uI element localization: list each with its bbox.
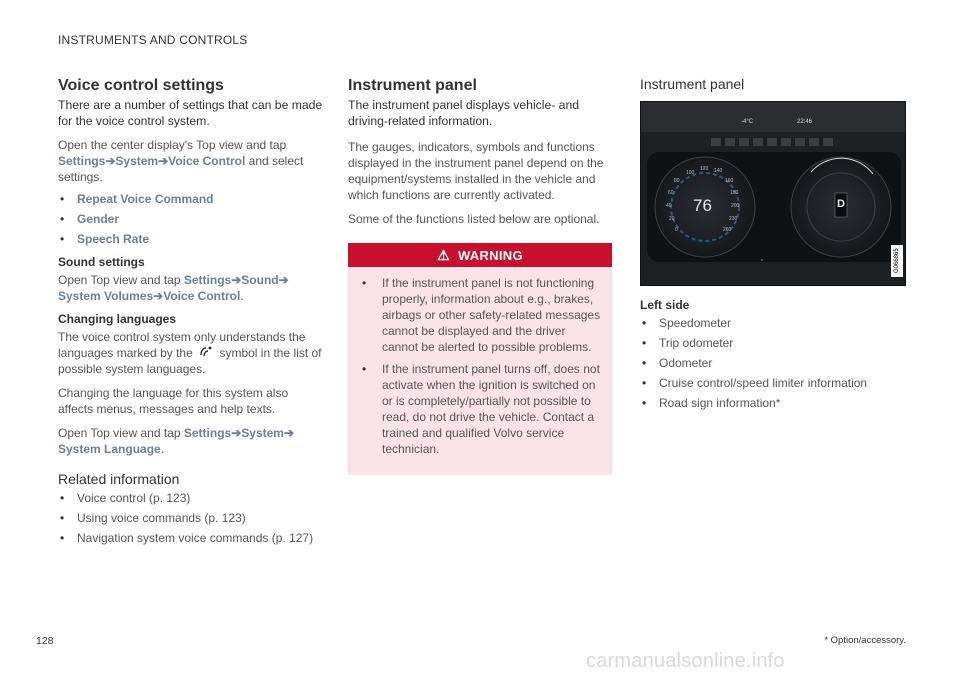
setting-gender[interactable]: Gender [77,212,120,226]
nav-settings[interactable]: Settings [183,273,232,287]
page-number: 128 [36,635,54,647]
section-title: Instrument panel [640,76,745,92]
page-header: INSTRUMENTS AND CONTROLS [58,33,248,47]
paragraph: The gauges, indicators, symbols and functions displayed in the instrument panel depend on the equipment/systems installed in the vehicle and which functions are currently activated. [348,140,604,202]
related-link[interactable]: • Using voice commands (p. 123) [58,510,326,526]
sound-settings-heading: Sound settings [58,255,145,269]
nav-voice-control[interactable]: Voice Control [168,154,246,168]
speed-tick: 230 [729,216,738,222]
related-link[interactable]: • Navigation system voice commands (p. 127) [58,530,326,546]
clock-readout: 22:46 [797,119,813,125]
nav-system-volumes[interactable]: System Volumes [58,289,154,303]
speed-tick: 20 [669,216,675,222]
changing-languages-heading: Changing languages [58,312,177,326]
period: . [240,289,244,303]
warning-box [348,243,612,475]
list-item [58,191,326,207]
nav-settings[interactable]: Settings [58,154,106,168]
language-path-paragraph [58,425,326,457]
speed-tick: 160 [725,178,734,184]
lang-text-a: The voice control system only understands the languages marked by the [58,330,306,360]
left-side-heading: Left side [640,298,690,312]
watermark: carmanualsonline.info [586,650,785,672]
figure-code: G066865 [891,245,903,277]
nav-system-language[interactable]: System Language [58,442,161,456]
speed-tick: 260 [723,227,732,233]
footnote: * Option/accessory. [824,635,906,646]
voice-symbol-icon [196,345,216,361]
speed-tick: 200 [731,203,740,209]
warning-triangle-icon: ⚠ [437,246,450,263]
speed-tick: 100 [686,170,695,176]
nav-voice-control[interactable]: Voice Control [163,289,241,303]
speed-readout: 76 [693,196,712,215]
section-intro: The instrument panel displays vehicle- and driving-related information. [348,98,580,128]
nav-system[interactable]: System [241,426,284,440]
path-suffix: and select settings. [58,154,304,184]
arrow-icon: ➔ [278,273,289,287]
speed-tick: 60 [668,190,674,196]
path-prefix: Open Top view and tap [58,273,181,287]
left-side-list [640,315,908,411]
related-information-title: Related information [58,471,180,487]
list-item [58,231,326,247]
arrow-icon: ➔ [231,426,242,440]
setting-speech-rate[interactable]: Speech Rate [77,232,150,246]
nav-system[interactable]: System [115,154,159,168]
warning-item: • If the instrument panel turns off, does not activate when the ignition is switched on or is completely/partially not possible to read, do not drive the vehicle. Contact a trained and qualified Volvo service technician. [358,361,602,457]
list-item: • Speedometer [640,315,908,331]
nav-settings[interactable]: Settings [183,426,232,440]
settings-list [58,191,326,247]
settings-path-paragraph [58,137,326,185]
list-item: • Cruise control/speed limiter information [640,375,908,391]
section-intro: There are a number of settings that can be made for the voice control system. [58,98,323,128]
list-item: • Trip odometer [640,335,908,351]
list-item [58,211,326,227]
lang-text-b: symbol in the list of possible system languages. [58,346,322,376]
gear-readout: D [837,198,845,210]
speed-tick: 120 [700,166,709,172]
temperature-readout: -4°C [741,119,754,125]
arrow-icon: ➔ [283,426,295,440]
warning-label: WARNING [457,247,523,263]
warning-item: • If the instrument panel is not functioning properly, information about e.g., brakes, airbags or other safety-related messages cannot be displayed and the driver cannot be alerted to possible problems. [358,275,602,355]
warning-header [348,243,612,267]
section-title: Instrument panel [348,77,477,94]
list-item: • Road sign information* [640,395,908,411]
paragraph: Some of the functions listed below are optional. [348,212,600,226]
arrow-icon: ➔ [153,289,164,303]
arrow-icon: ➔ [231,273,242,287]
speed-tick: 180 [730,190,739,196]
arrow-icon: ➔ [158,154,169,168]
path-prefix: Open Top view and tap [58,426,181,440]
voice-control-settings-section [58,76,326,550]
sound-path-paragraph [58,272,326,304]
warning-list [348,267,612,475]
arrow-icon: ➔ [105,154,116,168]
instrument-cluster-image [640,101,906,286]
languages-paragraph-2: Changing the language for this system also affects menus, messages and help texts. [58,386,289,416]
speed-tick: 0 [675,227,678,233]
list-item: • Odometer [640,355,908,371]
instrument-panel-section [348,76,612,475]
period: . [160,442,165,456]
setting-repeat-voice-command[interactable]: Repeat Voice Command [77,192,214,206]
languages-paragraph [58,329,326,377]
related-link[interactable]: • Voice control (p. 123) [58,490,326,506]
speed-tick: 80 [674,178,680,184]
speed-tick: 40 [666,203,672,209]
nav-sound[interactable]: Sound [241,273,279,287]
speed-tick: 140 [714,168,723,174]
related-list [58,490,326,546]
section-title: Voice control settings [58,77,224,94]
path-prefix: Open the center display's Top view and tap [58,138,287,152]
instrument-panel-figure-section [640,76,908,415]
